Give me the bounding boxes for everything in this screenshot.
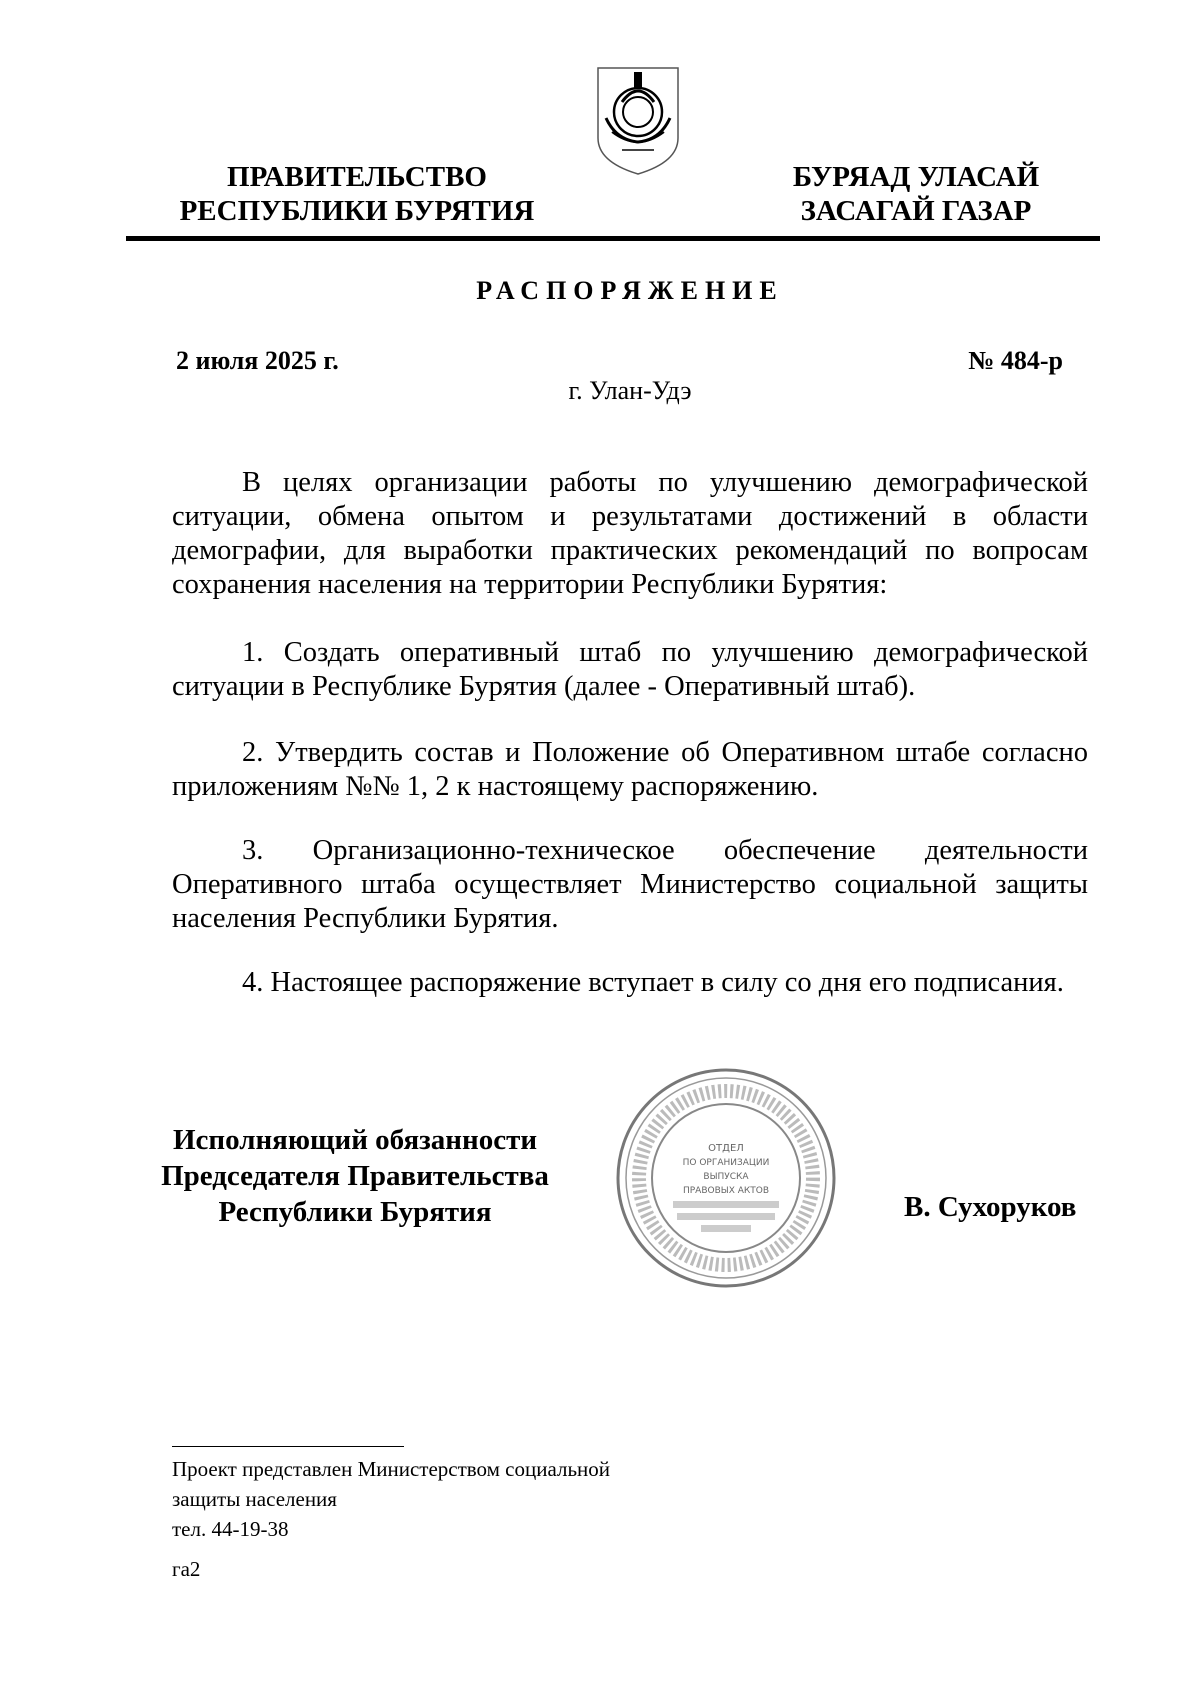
signatory-name: В. Сухоруков	[904, 1191, 1077, 1223]
document-number: № 484-р	[968, 346, 1063, 375]
list-item: 4. Настоящее распоряжение вступает в силу со дня его подписания.	[242, 967, 1064, 998]
item-3	[172, 834, 1088, 936]
document-type-title: РАСПОРЯЖЕНИЕ	[476, 276, 784, 305]
document-body	[172, 466, 1088, 602]
official-stamp-icon	[615, 1067, 837, 1289]
svg-text:ПО ОРГАНИЗАЦИИ: ПО ОРГАНИЗАЦИИ	[682, 1158, 770, 1168]
signatory-title-line3: Республики Бурятия	[218, 1196, 492, 1228]
svg-text:ВЫПУСКА: ВЫПУСКА	[703, 1172, 749, 1182]
item-4	[172, 966, 1088, 1000]
footnote-divider	[172, 1446, 404, 1447]
header-right-line1: БУРЯАД УЛАСАЙ	[792, 161, 1040, 193]
header-left-line2: РЕСПУБЛИКИ БУРЯТИЯ	[179, 195, 535, 227]
list-item: 3. Организационно-техническое обеспечение деятельности Оперативного штаба осуществляет Министерство социальной защиты населения Республики Бурятия.	[172, 835, 1088, 934]
document-city: г. Улан-Удэ	[568, 376, 692, 405]
header-right	[756, 160, 1076, 228]
signatory-title-line2: Председателя Правительства	[161, 1160, 549, 1192]
item-2	[172, 736, 1088, 804]
item-1	[172, 636, 1088, 704]
signatory-title	[150, 1122, 560, 1230]
coat-of-arms-icon	[592, 58, 684, 178]
svg-text:ОТДЕЛ: ОТДЕЛ	[708, 1143, 744, 1154]
header-divider	[126, 236, 1100, 241]
footnote-line1: Проект представлен Министерством социальной	[172, 1457, 611, 1481]
header-left-line1: ПРАВИТЕЛЬСТВО	[227, 161, 487, 193]
list-item: 2. Утвердить состав и Положение об Оперативном штабе согласно приложениям №№ 1, 2 к настоящему распоряжению.	[172, 737, 1088, 802]
footnote-phone: тел. 44-19-38	[172, 1517, 289, 1541]
footnote-line2: защиты населения	[172, 1487, 337, 1511]
signatory-title-line1: Исполняющий обязанности	[172, 1124, 538, 1156]
document-code: га2	[172, 1557, 201, 1581]
document-date: 2 июля 2025 г.	[176, 346, 339, 375]
header-left	[162, 160, 552, 228]
preamble-paragraph: В целях организации работы по улучшению демографической ситуации, обмена опытом и результатами достижений в области демографии, для выработки практических рекомендаций по вопросам сохранения населения на территории Республики Бурятия:	[172, 467, 1088, 600]
footnote	[172, 1454, 610, 1544]
header-right-line2: ЗАСАГАЙ ГАЗАР	[800, 195, 1032, 227]
list-item: 1. Создать оперативный штаб по улучшению демографической ситуации в Республике Бурятия (далее - Оперативный штаб).	[172, 637, 1088, 702]
svg-text:ПРАВОВЫХ АКТОВ: ПРАВОВЫХ АКТОВ	[682, 1186, 770, 1196]
